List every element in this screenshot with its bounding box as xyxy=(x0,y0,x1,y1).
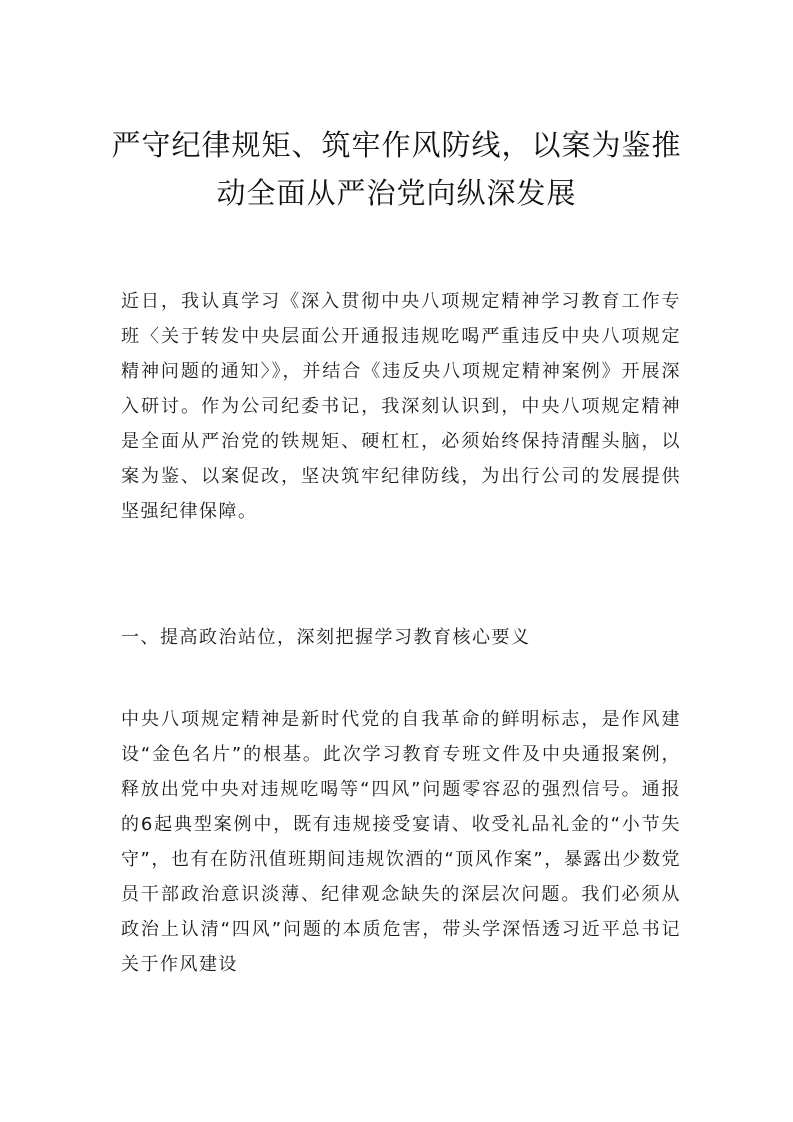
intro-paragraph: 近日，我认真学习《深入贯彻中央八项规定精神学习教育工作专班〈关于转发中央层面公开通报违规吃喝严重违反中央八项规定精神问题的通知〉》，并结合《违反央八项规定精神案例》开展深入研讨。作为公司纪委书记，我深刻认识到，中央八项规定精神是全面从严治党的铁规矩、硬杠杠，必须始终保持清醒头脑，以案为鉴、以案促改，坚决筑牢纪律防线，为出行公司的发展提供坚强纪律保障。 xyxy=(121,291,681,522)
section-paragraph: 中央八项规定精神是新时代党的自我革命的鲜明标志，是作风建设“金色名片”的根基。此次学习教育专班文件及中央通报案例，释放出党中央对违规吃喝等“四风”问题零容忍的强烈信号。通报的6起典型案例中，既有违规接受宴请、收受礼品礼金的“小节失守”，也有在防汛值班期间违规饮酒的“顶风作案”，暴露出少数党员干部政治意识淡薄、纪律观念缺失的深层次问题。我们必须从政治上认清“四风”问题的本质危害，带头学深悟透习近平总书记关于作风建设 xyxy=(121,709,681,975)
document-title: 严守纪律规矩、筑牢作风防线，以案为鉴推动全面从严治党向纵深发展 xyxy=(111,128,682,210)
section-heading: 一、提高政治站位，深刻把握学习教育核心要义 xyxy=(121,627,531,648)
